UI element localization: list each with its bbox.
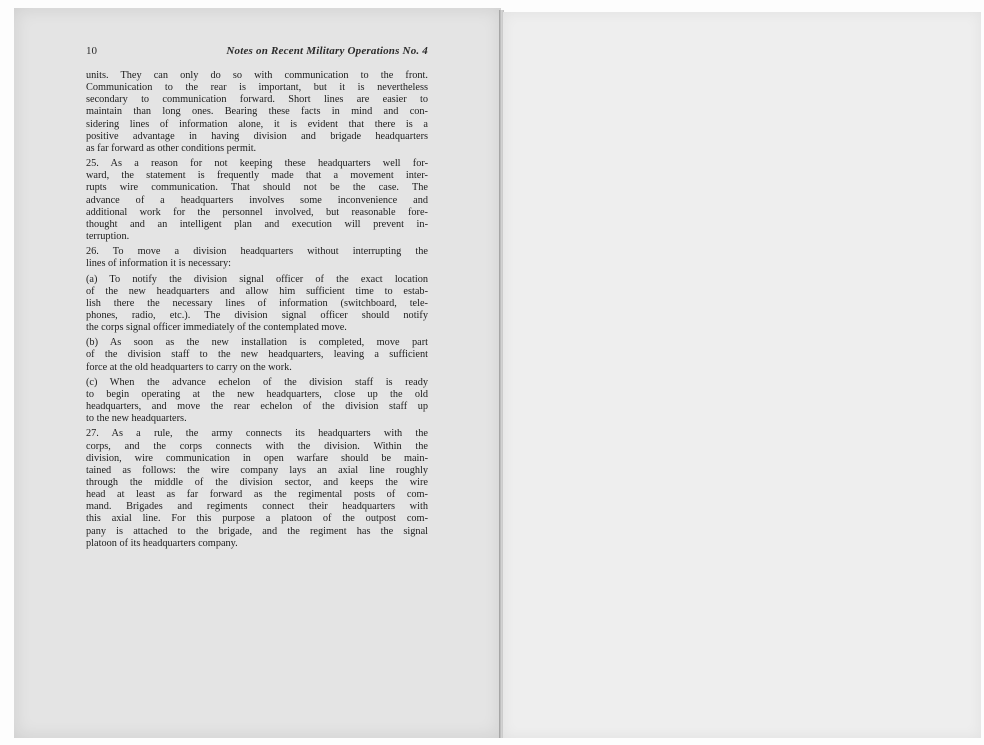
text-line: thought and an intelligent plan and execution will prevent in-	[86, 218, 428, 230]
text-line: (b) As soon as the new installation is completed, move part	[86, 337, 428, 349]
text-line: sidering lines of information alone, it is evident that there is a	[86, 118, 428, 130]
text-line: ward, the statement is frequently made that a movement inter-	[86, 170, 428, 182]
paragraph	[86, 377, 428, 426]
text-line: force at the old headquarters to carry on the work.	[86, 361, 292, 373]
text-line: this axial line. For this purpose a platoon of the outpost com-	[86, 513, 428, 525]
paragraph	[86, 246, 428, 270]
text-line: through the middle of the division sector, and keeps the wire	[86, 477, 428, 488]
text-line: as far forward as other conditions permit.	[86, 142, 257, 154]
text-line: pany is attached to the brigade, and the regiment has the signal	[86, 525, 428, 537]
text-line: positive advantage in having division and brigade headquarters	[86, 130, 428, 142]
paragraph	[86, 337, 428, 373]
text-line: lish there the necessary lines of information (switchboard, tele-	[86, 297, 428, 309]
text-line: tained as follows: the wire company lays an axial line roughly	[86, 464, 428, 476]
text-line: (a) To notify the division signal officer of the exact location	[86, 273, 428, 285]
text-line: 27. As a rule, the army connects its headquarters with the	[86, 428, 428, 440]
text-line: mand. Brigades and regiments connect their headquarters with	[86, 501, 428, 513]
paragraph	[86, 158, 428, 243]
text-line: (c) When the advance echelon of the division staff is ready	[86, 376, 428, 388]
text-line: corps, and the corps connects with the division. Within the	[86, 440, 428, 452]
text-line: terruption.	[86, 231, 130, 243]
text-line: maintain than long ones. Bearing these facts in mind and con-	[86, 106, 428, 118]
text-line: additional work for the personnel involved, but reasonable fore-	[86, 206, 428, 218]
text-line: Communication to the rear is important, but it is nevertheless	[86, 82, 428, 94]
right-page-blank	[503, 12, 981, 738]
text-line: units. They can only do so with communication to the front.	[86, 70, 428, 81]
page-number: 10	[86, 45, 97, 57]
text-line: lines of information it is necessary:	[86, 258, 231, 270]
text-line: to the new headquarters.	[86, 413, 187, 425]
text-line: of the division staff to the new headquarters, leaving a sufficient	[86, 349, 428, 361]
text-line: to begin operating at the new headquarters, close up the old	[86, 388, 428, 400]
text-line: division, wire communication in open warfare should be main-	[86, 452, 428, 464]
paragraph	[86, 428, 428, 550]
text-line: secondary to communication forward. Short lines are easier to	[86, 94, 428, 106]
text-line: 25. As a reason for not keeping these headquarters well for-	[86, 158, 428, 170]
text-line: phones, radio, etc.). The division signal officer should notify	[86, 309, 428, 321]
paragraph	[86, 70, 428, 155]
text-line: advance of a headquarters involves some inconvenience and	[86, 194, 428, 206]
text-line: head at least as far forward as the regimental posts of com-	[86, 489, 428, 501]
text-line: 26. To move a division headquarters without interrupting the	[86, 246, 428, 258]
text-line: platoon of its headquarters company.	[86, 537, 238, 549]
text-line: headquarters, and move the rear echelon of the division staff up	[86, 401, 428, 413]
running-title: Notes on Recent Military Operations No. 4	[226, 45, 428, 57]
text-line: of the new headquarters and allow him sufficient time to estab-	[86, 285, 428, 297]
body-text	[86, 70, 428, 553]
text-line: rupts wire communication. That should not be the case. The	[86, 182, 428, 194]
text-line: the corps signal officer immediately of the contemplated move.	[86, 322, 347, 334]
page-header	[86, 45, 428, 61]
paragraph	[86, 274, 428, 335]
